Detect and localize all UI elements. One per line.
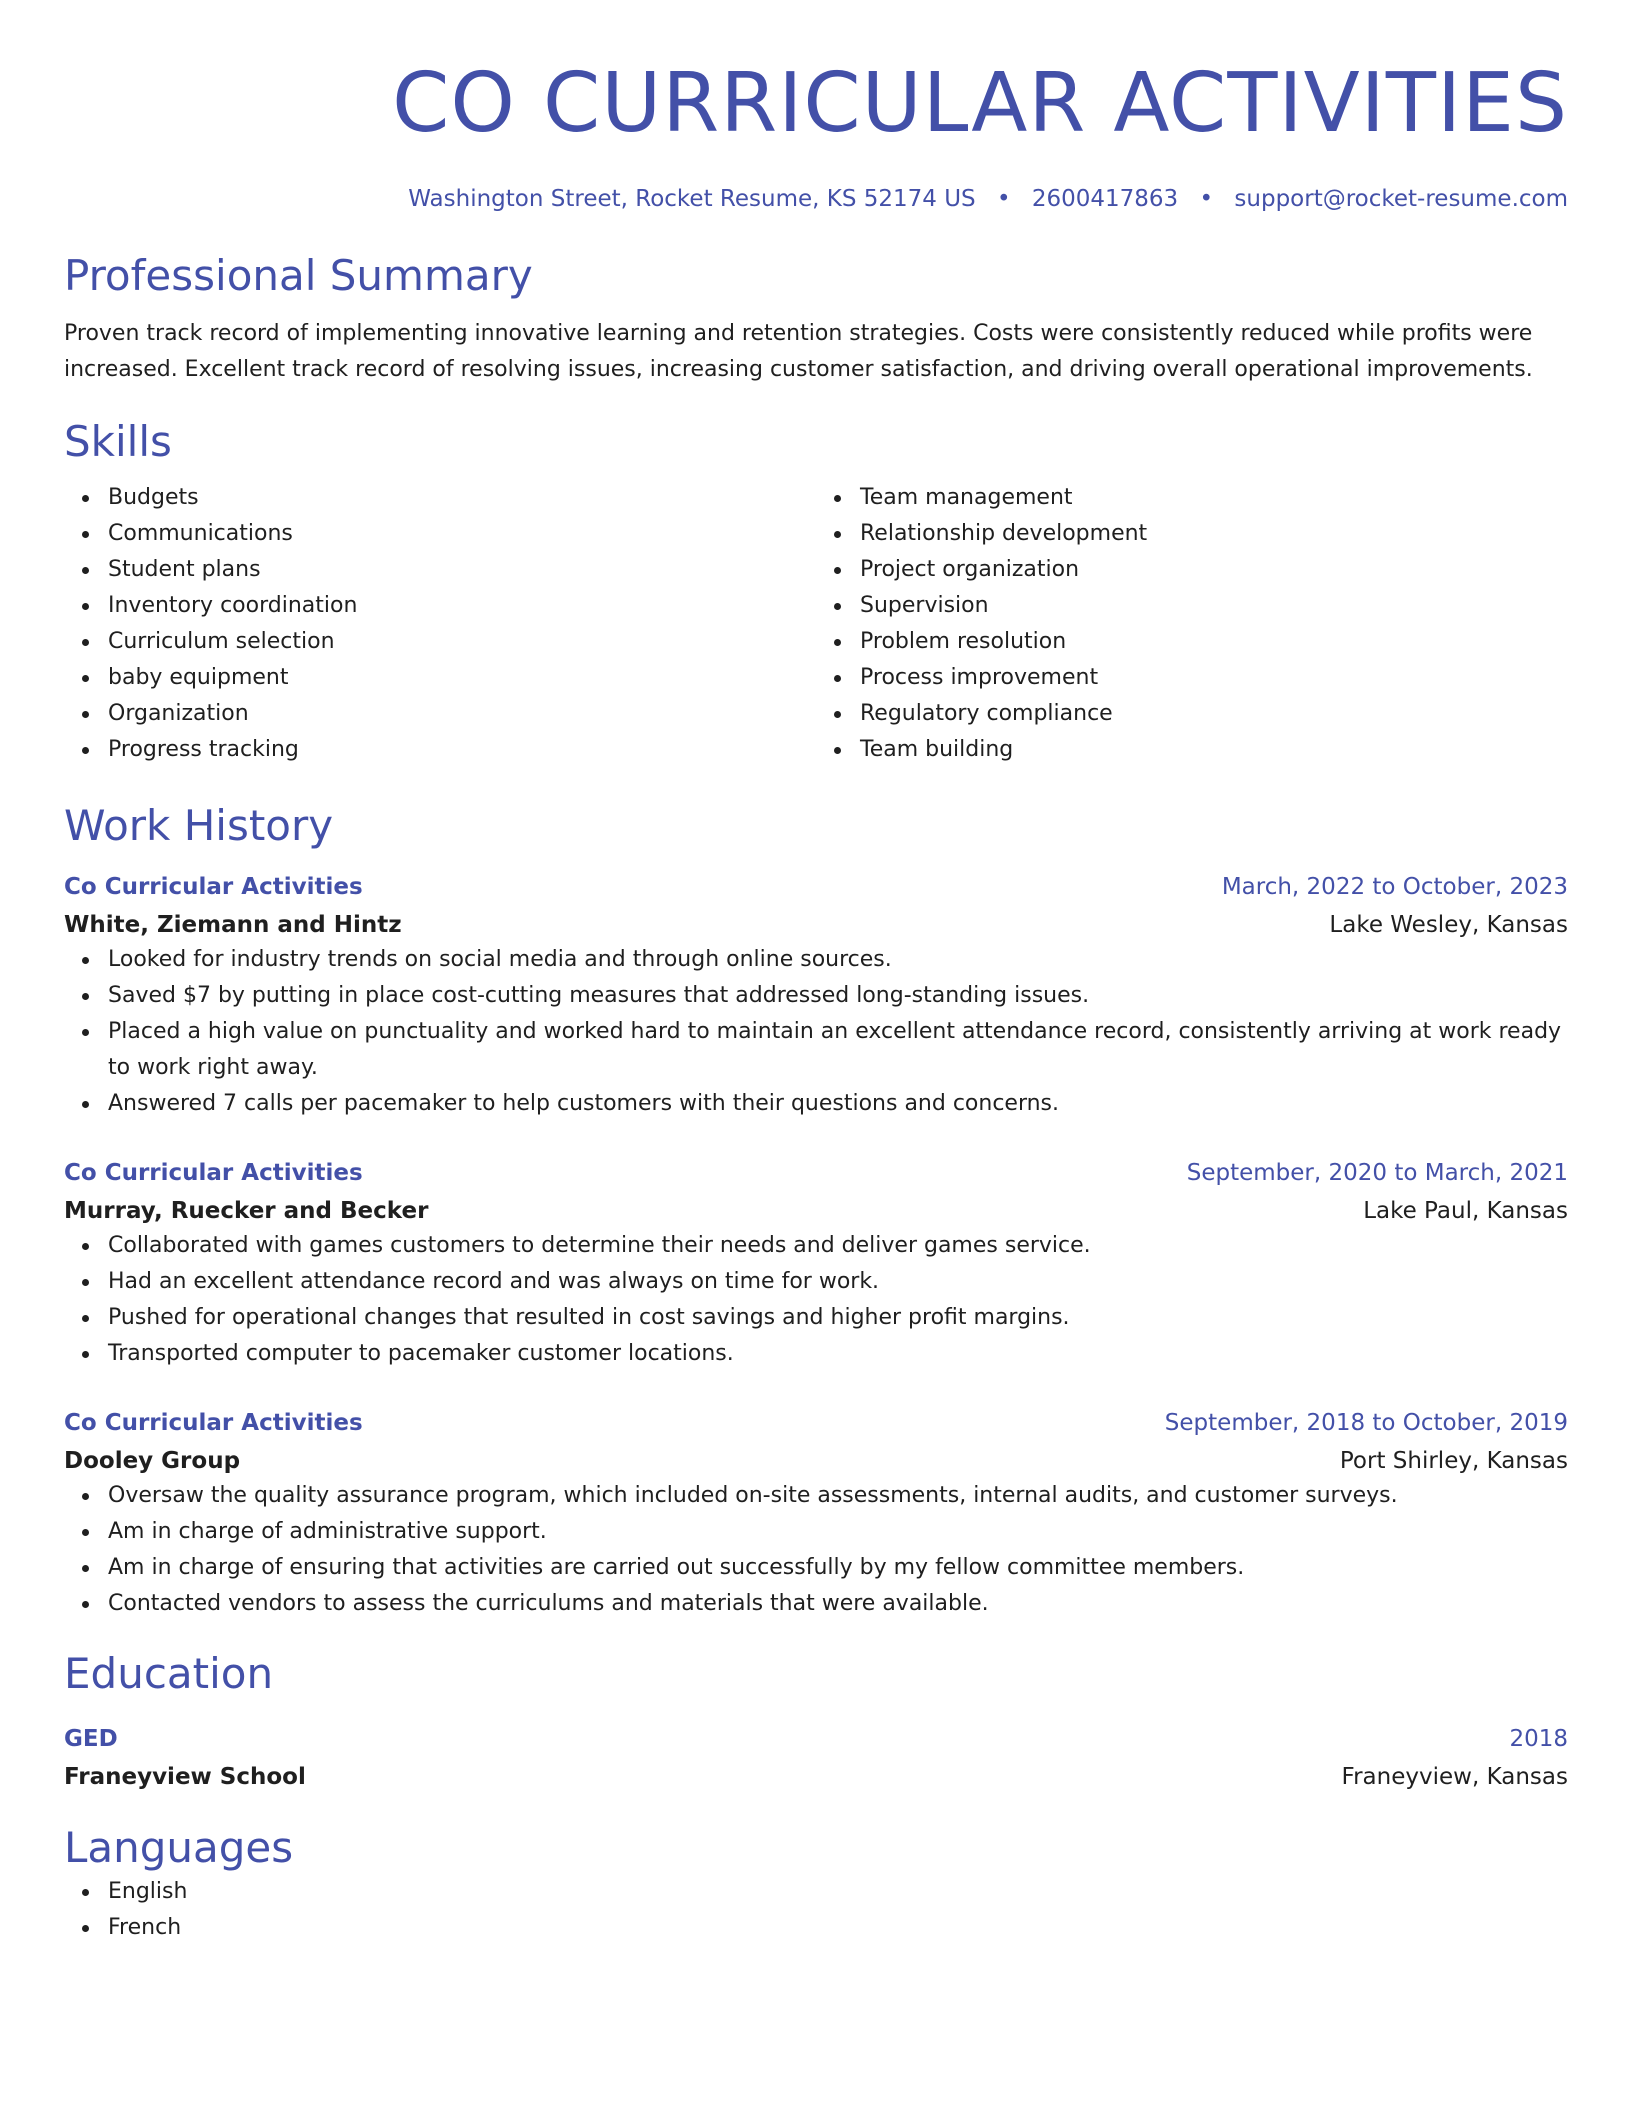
job-bullets [64, 1478, 1568, 1622]
skill-item: baby equipment [108, 660, 816, 696]
job-subheader [64, 908, 1568, 942]
job-bullet: Oversaw the quality assurance program, which included on-site assessments, internal audits, and customer surveys. [108, 1478, 1568, 1514]
skill-item: Communications [108, 516, 816, 552]
education-heading: Education [64, 1649, 274, 1698]
work-history-heading: Work History [64, 801, 334, 850]
summary-text: Proven track record of implementing innovative learning and retention strategies. Costs were consistently reduced while profits were increased. Excellent track record of resolving issues, increasing customer satisfaction, and driving overall operational improvements. [64, 321, 1533, 382]
skill-item: Problem resolution [860, 624, 1568, 660]
job-header [64, 1156, 1568, 1190]
job-bullet: Am in charge of administrative support. [108, 1514, 1568, 1550]
contact-email: support@rocket-resume.com [1234, 186, 1568, 212]
skill-item: Team building [860, 732, 1568, 768]
skill-item: Relationship development [860, 516, 1568, 552]
education-subheader [64, 1760, 1568, 1794]
job-bullet: Pushed for operational changes that resulted in cost savings and higher profit margins. [108, 1300, 1568, 1336]
job-bullet: Transported computer to pacemaker customer locations. [108, 1336, 1568, 1372]
job-bullets [64, 1228, 1568, 1372]
job-bullet: Looked for industry trends on social media and through online sources. [108, 942, 1568, 978]
job-bullet: Answered 7 calls per pacemaker to help customers with their questions and concerns. [108, 1086, 1568, 1122]
languages-list [64, 1874, 1568, 1946]
education-school: Franeyview School [64, 1764, 306, 1790]
education-location: Franeyview, Kansas [1341, 1764, 1568, 1790]
job-dates: March, 2022 to October, 2023 [1221, 874, 1568, 900]
skill-item: Inventory coordination [108, 588, 816, 624]
job-location: Lake Paul, Kansas [1363, 1198, 1568, 1224]
job-header [64, 870, 1568, 904]
contact-phone: 2600417863 [1031, 186, 1179, 212]
job-bullet: Saved $7 by putting in place cost-cutting measures that addressed long-standing issues. [108, 978, 1568, 1014]
job-bullet: Collaborated with games customers to determine their needs and deliver games service. [108, 1228, 1568, 1264]
job-location: Port Shirley, Kansas [1339, 1448, 1568, 1474]
job-company: Murray, Ruecker and Becker [64, 1198, 429, 1224]
contact-address: Washington Street, Rocket Resume, KS 52174 US [408, 186, 976, 212]
education-degree: GED [64, 1726, 118, 1752]
job-dates: September, 2018 to October, 2019 [1164, 1410, 1568, 1436]
job-subheader [64, 1444, 1568, 1478]
job-header [64, 1406, 1568, 1440]
skills-column-left [64, 480, 816, 768]
job-title: Co Curricular Activities [64, 1160, 363, 1186]
skill-item: Progress tracking [108, 732, 816, 768]
job-bullet: Am in charge of ensuring that activities are carried out successfully by my fellow committee members. [108, 1550, 1568, 1586]
education-header [64, 1722, 1568, 1756]
contact-separator: • [996, 186, 1011, 212]
job-entry [64, 870, 1568, 1122]
skill-item: Team management [860, 480, 1568, 516]
contact-separator: • [1199, 186, 1214, 212]
summary-heading: Professional Summary [64, 251, 533, 300]
education-year: 2018 [1509, 1726, 1568, 1752]
job-location: Lake Wesley, Kansas [1329, 912, 1568, 938]
skills-heading: Skills [64, 417, 172, 466]
language-item: English [108, 1874, 1568, 1910]
job-entry [64, 1156, 1568, 1372]
job-title: Co Curricular Activities [64, 874, 363, 900]
contact-line [64, 184, 1568, 214]
skills-column-right [816, 480, 1568, 768]
skill-item: Curriculum selection [108, 624, 816, 660]
job-subheader [64, 1194, 1568, 1228]
skill-item: Project organization [860, 552, 1568, 588]
education-entry [64, 1722, 1568, 1794]
resume-name: CO CURRICULAR ACTIVITIES [392, 56, 1568, 151]
job-entry [64, 1406, 1568, 1622]
job-title: Co Curricular Activities [64, 1410, 363, 1436]
languages-heading: Languages [64, 1823, 294, 1872]
skill-item: Budgets [108, 480, 816, 516]
job-bullets [64, 942, 1568, 1122]
job-bullet: Placed a high value on punctuality and worked hard to maintain an excellent attendance record, consistently arriving at work ready to work right away. [108, 1014, 1568, 1086]
job-company: Dooley Group [64, 1448, 241, 1474]
skill-item: Regulatory compliance [860, 696, 1568, 732]
language-item: French [108, 1910, 1568, 1946]
skill-item: Process improvement [860, 660, 1568, 696]
job-company: White, Ziemann and Hintz [64, 912, 402, 938]
job-dates: September, 2020 to March, 2021 [1186, 1160, 1568, 1186]
job-bullet: Contacted vendors to assess the curriculums and materials that were available. [108, 1586, 1568, 1622]
skill-item: Supervision [860, 588, 1568, 624]
skills-list [64, 480, 1568, 768]
job-bullet: Had an excellent attendance record and was always on time for work. [108, 1264, 1568, 1300]
skill-item: Student plans [108, 552, 816, 588]
skill-item: Organization [108, 696, 816, 732]
